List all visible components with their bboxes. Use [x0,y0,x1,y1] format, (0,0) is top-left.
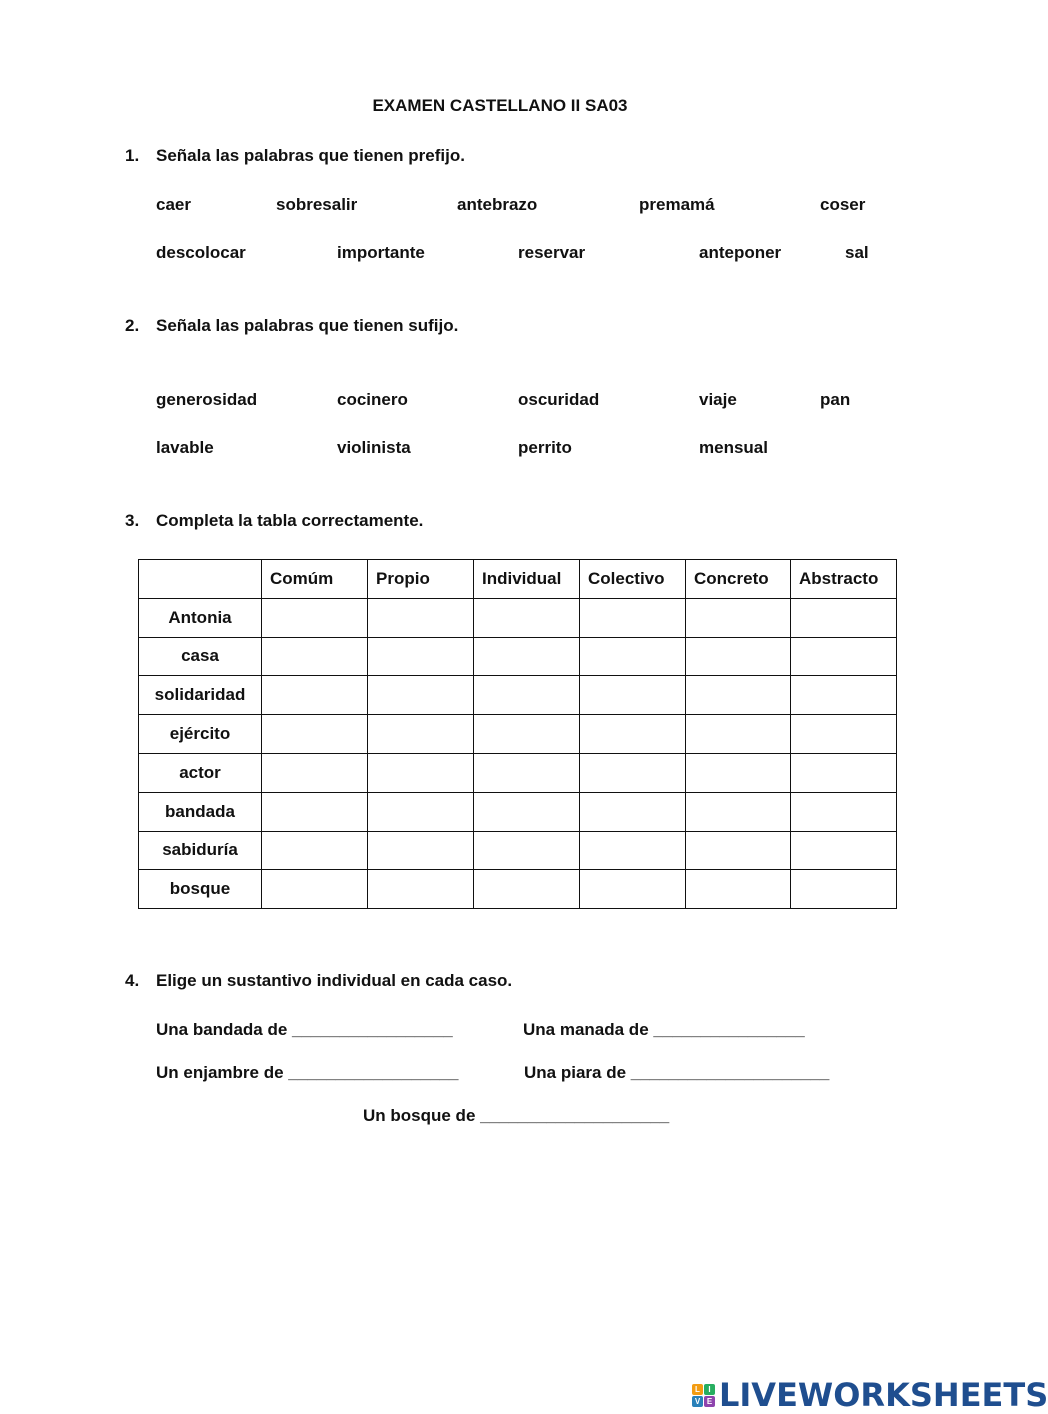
table-row [139,792,897,831]
row-label: bandada [139,792,262,831]
row-label: solidaridad [139,676,262,715]
row-label: bosque [139,870,262,909]
answer-cell[interactable] [474,870,580,909]
answer-cell[interactable] [474,637,580,676]
answer-cell[interactable] [791,792,897,831]
q1-word[interactable]: importante [337,243,425,262]
q2-word[interactable]: viaje [699,390,737,409]
q2-word[interactable]: violinista [337,438,411,457]
answer-cell[interactable] [580,676,686,715]
q4-text: Elige un sustantivo individual en cada caso. [156,971,513,990]
header-empty [139,560,262,599]
q1-word[interactable]: premamá [639,195,715,214]
header-colectivo: Colectivo [580,560,686,599]
logo-text: LIVEWORKSHEETS [719,1376,1048,1414]
q1-number: 1. [125,146,140,165]
q1-word[interactable]: antebrazo [457,195,538,214]
answer-cell[interactable] [686,870,791,909]
answer-cell[interactable] [686,637,791,676]
answer-cell[interactable] [368,753,474,792]
answer-cell[interactable] [791,831,897,870]
answer-cell[interactable] [791,870,897,909]
q1-word[interactable]: anteponer [699,243,782,262]
answer-cell[interactable] [791,715,897,754]
logo-mark-icon: L I V E [692,1384,715,1407]
q2-word[interactable]: oscuridad [518,390,600,409]
answer-cell[interactable] [686,753,791,792]
row-label: actor [139,753,262,792]
answer-cell[interactable] [686,598,791,637]
answer-cell[interactable] [474,715,580,754]
answer-cell[interactable] [474,598,580,637]
answer-cell[interactable] [368,676,474,715]
header-abstracto: Abstracto [791,560,897,599]
answer-cell[interactable] [262,831,368,870]
answer-cell[interactable] [580,598,686,637]
answer-cell[interactable] [474,792,580,831]
answer-cell[interactable] [791,676,897,715]
q1-text: Señala las palabras que tienen prefijo. [156,146,465,165]
answer-cell[interactable] [686,831,791,870]
answer-cell[interactable] [368,637,474,676]
classification-table [138,559,897,909]
q1-word[interactable]: descolocar [156,243,246,262]
row-label: ejército [139,715,262,754]
q2-number: 2. [125,316,140,335]
q2-word[interactable]: pan [820,390,851,409]
answer-cell[interactable] [791,753,897,792]
q4-number: 4. [125,971,140,990]
q1-word[interactable]: sobresalir [276,195,358,214]
answer-cell[interactable] [368,792,474,831]
answer-cell[interactable] [580,870,686,909]
answer-cell[interactable] [262,792,368,831]
answer-cell[interactable] [580,715,686,754]
q2-word[interactable]: mensual [699,438,768,457]
q2-text: Señala las palabras que tienen sufijo. [156,316,459,335]
q1-word[interactable]: caer [156,195,191,214]
header-concreto: Concreto [686,560,791,599]
answer-cell[interactable] [262,753,368,792]
q2-word[interactable]: lavable [156,438,214,457]
answer-cell[interactable] [580,831,686,870]
answer-cell[interactable] [580,637,686,676]
q1-word[interactable]: coser [820,195,866,214]
table-row [139,753,897,792]
answer-cell[interactable] [368,715,474,754]
fill-in-blank[interactable]: Un bosque de ____________________ [363,1106,670,1125]
answer-cell[interactable] [474,831,580,870]
table-row [139,831,897,870]
answer-cell[interactable] [474,753,580,792]
header-comun: Comúm [262,560,368,599]
page-title: EXAMEN CASTELLANO II SA03 [372,96,628,115]
answer-cell[interactable] [686,676,791,715]
table-header-row [139,560,897,599]
answer-cell[interactable] [791,598,897,637]
answer-cell[interactable] [368,598,474,637]
row-label: Antonia [139,598,262,637]
fill-in-blank[interactable]: Una piara de _____________________ [524,1063,830,1082]
answer-cell[interactable] [262,715,368,754]
answer-cell[interactable] [262,676,368,715]
fill-in-blank[interactable]: Una manada de ________________ [523,1020,805,1039]
row-label: casa [139,637,262,676]
fill-in-blank[interactable]: Una bandada de _________________ [156,1020,453,1039]
q2-word[interactable]: cocinero [337,390,408,409]
answer-cell[interactable] [580,792,686,831]
header-propio: Propio [368,560,474,599]
answer-cell[interactable] [686,792,791,831]
liveworksheets-logo [692,1376,1048,1414]
header-individual: Individual [474,560,580,599]
answer-cell[interactable] [262,870,368,909]
table-row [139,637,897,676]
q2-word[interactable]: generosidad [156,390,258,409]
q3-number: 3. [125,511,140,530]
answer-cell[interactable] [686,715,791,754]
q3-text: Completa la tabla correctamente. [156,511,424,530]
table-row [139,715,897,754]
answer-cell[interactable] [368,831,474,870]
answer-cell[interactable] [368,870,474,909]
table-row [139,676,897,715]
table-row [139,870,897,909]
q1-word[interactable]: sal [845,243,869,262]
row-label: sabiduría [139,831,262,870]
answer-cell[interactable] [262,598,368,637]
answer-cell[interactable] [580,753,686,792]
table-row [139,598,897,637]
answer-cell[interactable] [791,637,897,676]
q2-word[interactable]: perrito [518,438,572,457]
fill-in-blank[interactable]: Un enjambre de __________________ [156,1063,459,1082]
answer-cell[interactable] [262,637,368,676]
answer-cell[interactable] [474,676,580,715]
q1-word[interactable]: reservar [518,243,586,262]
